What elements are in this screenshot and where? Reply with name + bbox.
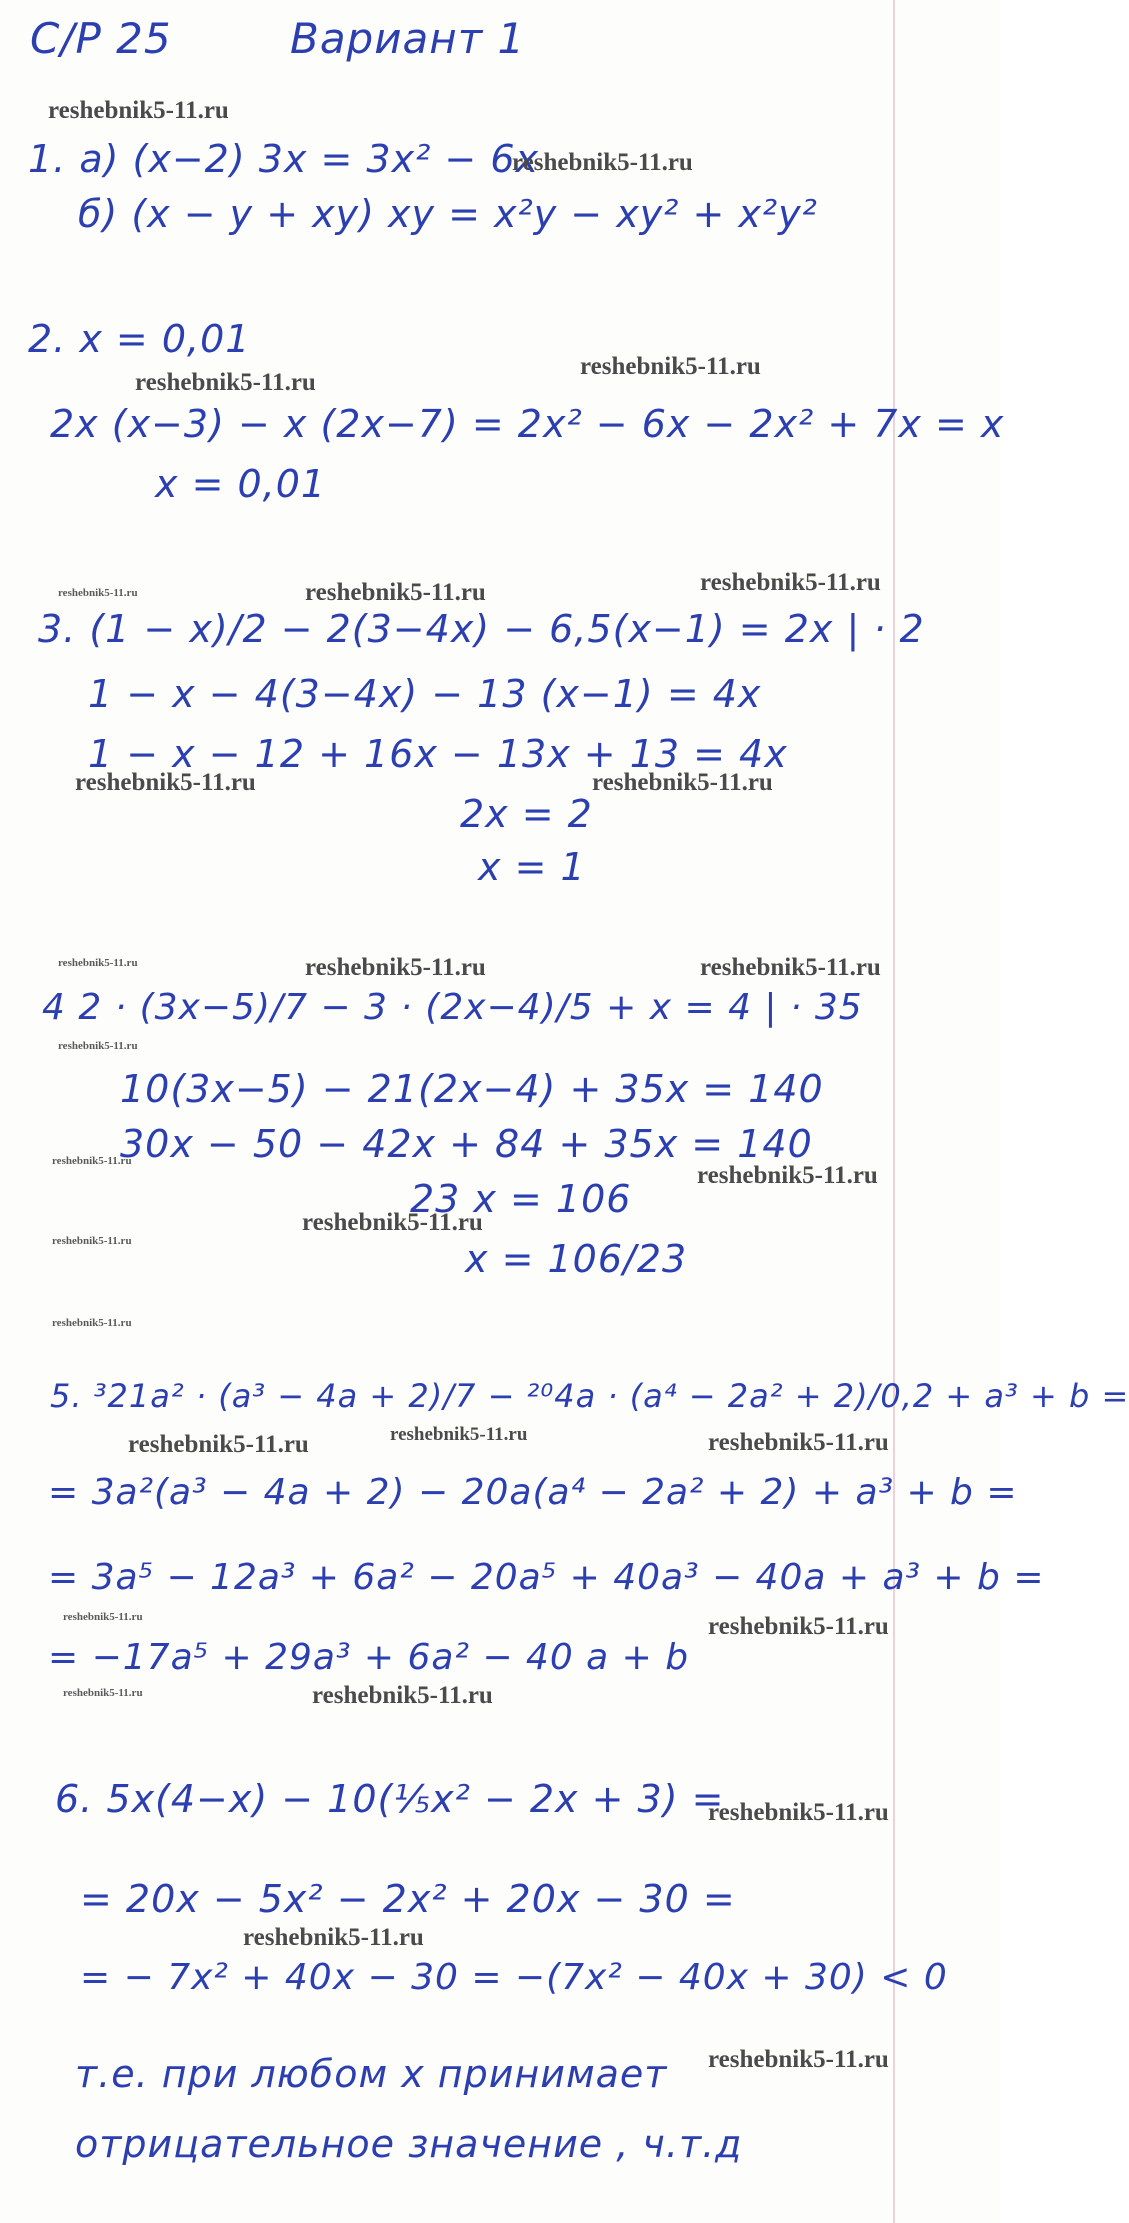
task5-line3: = 3a⁵ − 12a³ + 6a² − 20a⁵ + 40a³ − 40a + a³ + b = xyxy=(48,1557,1045,1598)
watermark: reshebnik5-11.ru xyxy=(302,1209,483,1236)
watermark: reshebnik5-11.ru xyxy=(700,569,881,596)
watermark: reshebnik5-11.ru xyxy=(58,957,138,969)
watermark: reshebnik5-11.ru xyxy=(128,1431,309,1458)
watermark: reshebnik5-11.ru xyxy=(75,769,256,796)
task3-line1: 3. (1 − x)/2 − 2(3−4x) − 6,5(x−1) = 2x | · 2 xyxy=(38,607,925,651)
watermark: reshebnik5-11.ru xyxy=(312,1682,493,1709)
watermark: reshebnik5-11.ru xyxy=(708,1613,889,1640)
task6-line1: 6. 5x(4−x) − 10(⅕x² − 2x + 3) = xyxy=(55,1777,725,1821)
watermark: reshebnik5-11.ru xyxy=(63,1611,143,1623)
watermark: reshebnik5-11.ru xyxy=(135,369,316,396)
task3-line4: 2x = 2 xyxy=(460,792,593,836)
watermark: reshebnik5-11.ru xyxy=(52,1235,132,1247)
watermark: reshebnik5-11.ru xyxy=(58,587,138,599)
task4-line4: 23 x = 106 xyxy=(410,1177,632,1221)
task4-line2: 10(3x−5) − 21(2x−4) + 35x = 140 xyxy=(120,1067,824,1111)
watermark: reshebnik5-11.ru xyxy=(305,954,486,981)
watermark: reshebnik5-11.ru xyxy=(512,149,693,176)
watermark: reshebnik5-11.ru xyxy=(708,1429,889,1456)
watermark: reshebnik5-11.ru xyxy=(390,1424,528,1445)
watermark: reshebnik5-11.ru xyxy=(697,1162,878,1189)
task4-line3: 30x − 50 − 42x + 84 + 35x = 140 xyxy=(120,1122,813,1166)
header-title-left: С/Р 25 xyxy=(30,14,172,63)
watermark: reshebnik5-11.ru xyxy=(708,1799,889,1826)
task2-expression: 2x (x−3) − x (2x−7) = 2x² − 6x − 2x² + 7x = x xyxy=(50,402,1005,446)
watermark: reshebnik5-11.ru xyxy=(708,2046,889,2073)
watermark: reshebnik5-11.ru xyxy=(305,579,486,606)
task6-line2: = 20x − 5x² − 2x² + 20x − 30 = xyxy=(80,1877,736,1921)
watermark: reshebnik5-11.ru xyxy=(52,1155,132,1167)
watermark: reshebnik5-11.ru xyxy=(52,1317,132,1329)
task1-line-b: б) (x − y + xy) xy = x²y − xy² + x²y² xyxy=(78,192,818,236)
task2-answer: x = 0,01 xyxy=(155,462,327,506)
watermark: reshebnik5-11.ru xyxy=(243,1924,424,1951)
task5-line4: = −17a⁵ + 29a³ + 6a² − 40 a + b xyxy=(48,1637,690,1678)
task4-line1: 4 2 · (3x−5)/7 − 3 · (2x−4)/5 + x = 4 | · 35 xyxy=(42,987,863,1028)
header-title-right: Вариант 1 xyxy=(290,14,526,63)
task3-line3: 1 − x − 12 + 16x − 13x + 13 = 4x xyxy=(88,732,788,776)
task6-line5: отрицательное значение , ч.т.д xyxy=(75,2122,743,2166)
watermark: reshebnik5-11.ru xyxy=(592,769,773,796)
task4-line5: x = 106/23 xyxy=(465,1237,688,1281)
task5-line2: = 3a²(a³ − 4a + 2) − 20a(a⁴ − 2a² + 2) + a³ + b = xyxy=(48,1472,1018,1513)
watermark: reshebnik5-11.ru xyxy=(63,1687,143,1699)
watermark: reshebnik5-11.ru xyxy=(580,353,761,380)
task2-given: 2. x = 0,01 xyxy=(28,317,251,361)
task1-line-a: 1. а) (x−2) 3x = 3x² − 6x xyxy=(28,137,539,181)
task3-line5: x = 1 xyxy=(478,845,586,889)
watermark: reshebnik5-11.ru xyxy=(700,954,881,981)
margin-line xyxy=(893,0,895,2223)
watermark: reshebnik5-11.ru xyxy=(48,97,229,124)
task5-line1: 5. ³21a² · (a³ − 4a + 2)/7 − ²⁰4a · (a⁴ − 2a² + 2)/0,2 + a³ + b = xyxy=(50,1377,1129,1415)
task6-line4: т.е. при любом x принимает xyxy=(75,2052,668,2096)
task6-line3: = − 7x² + 40x − 30 = −(7x² − 40x + 30) < 0 xyxy=(80,1957,948,1998)
watermark: reshebnik5-11.ru xyxy=(58,1040,138,1052)
task3-line2: 1 − x − 4(3−4x) − 13 (x−1) = 4x xyxy=(88,672,762,716)
